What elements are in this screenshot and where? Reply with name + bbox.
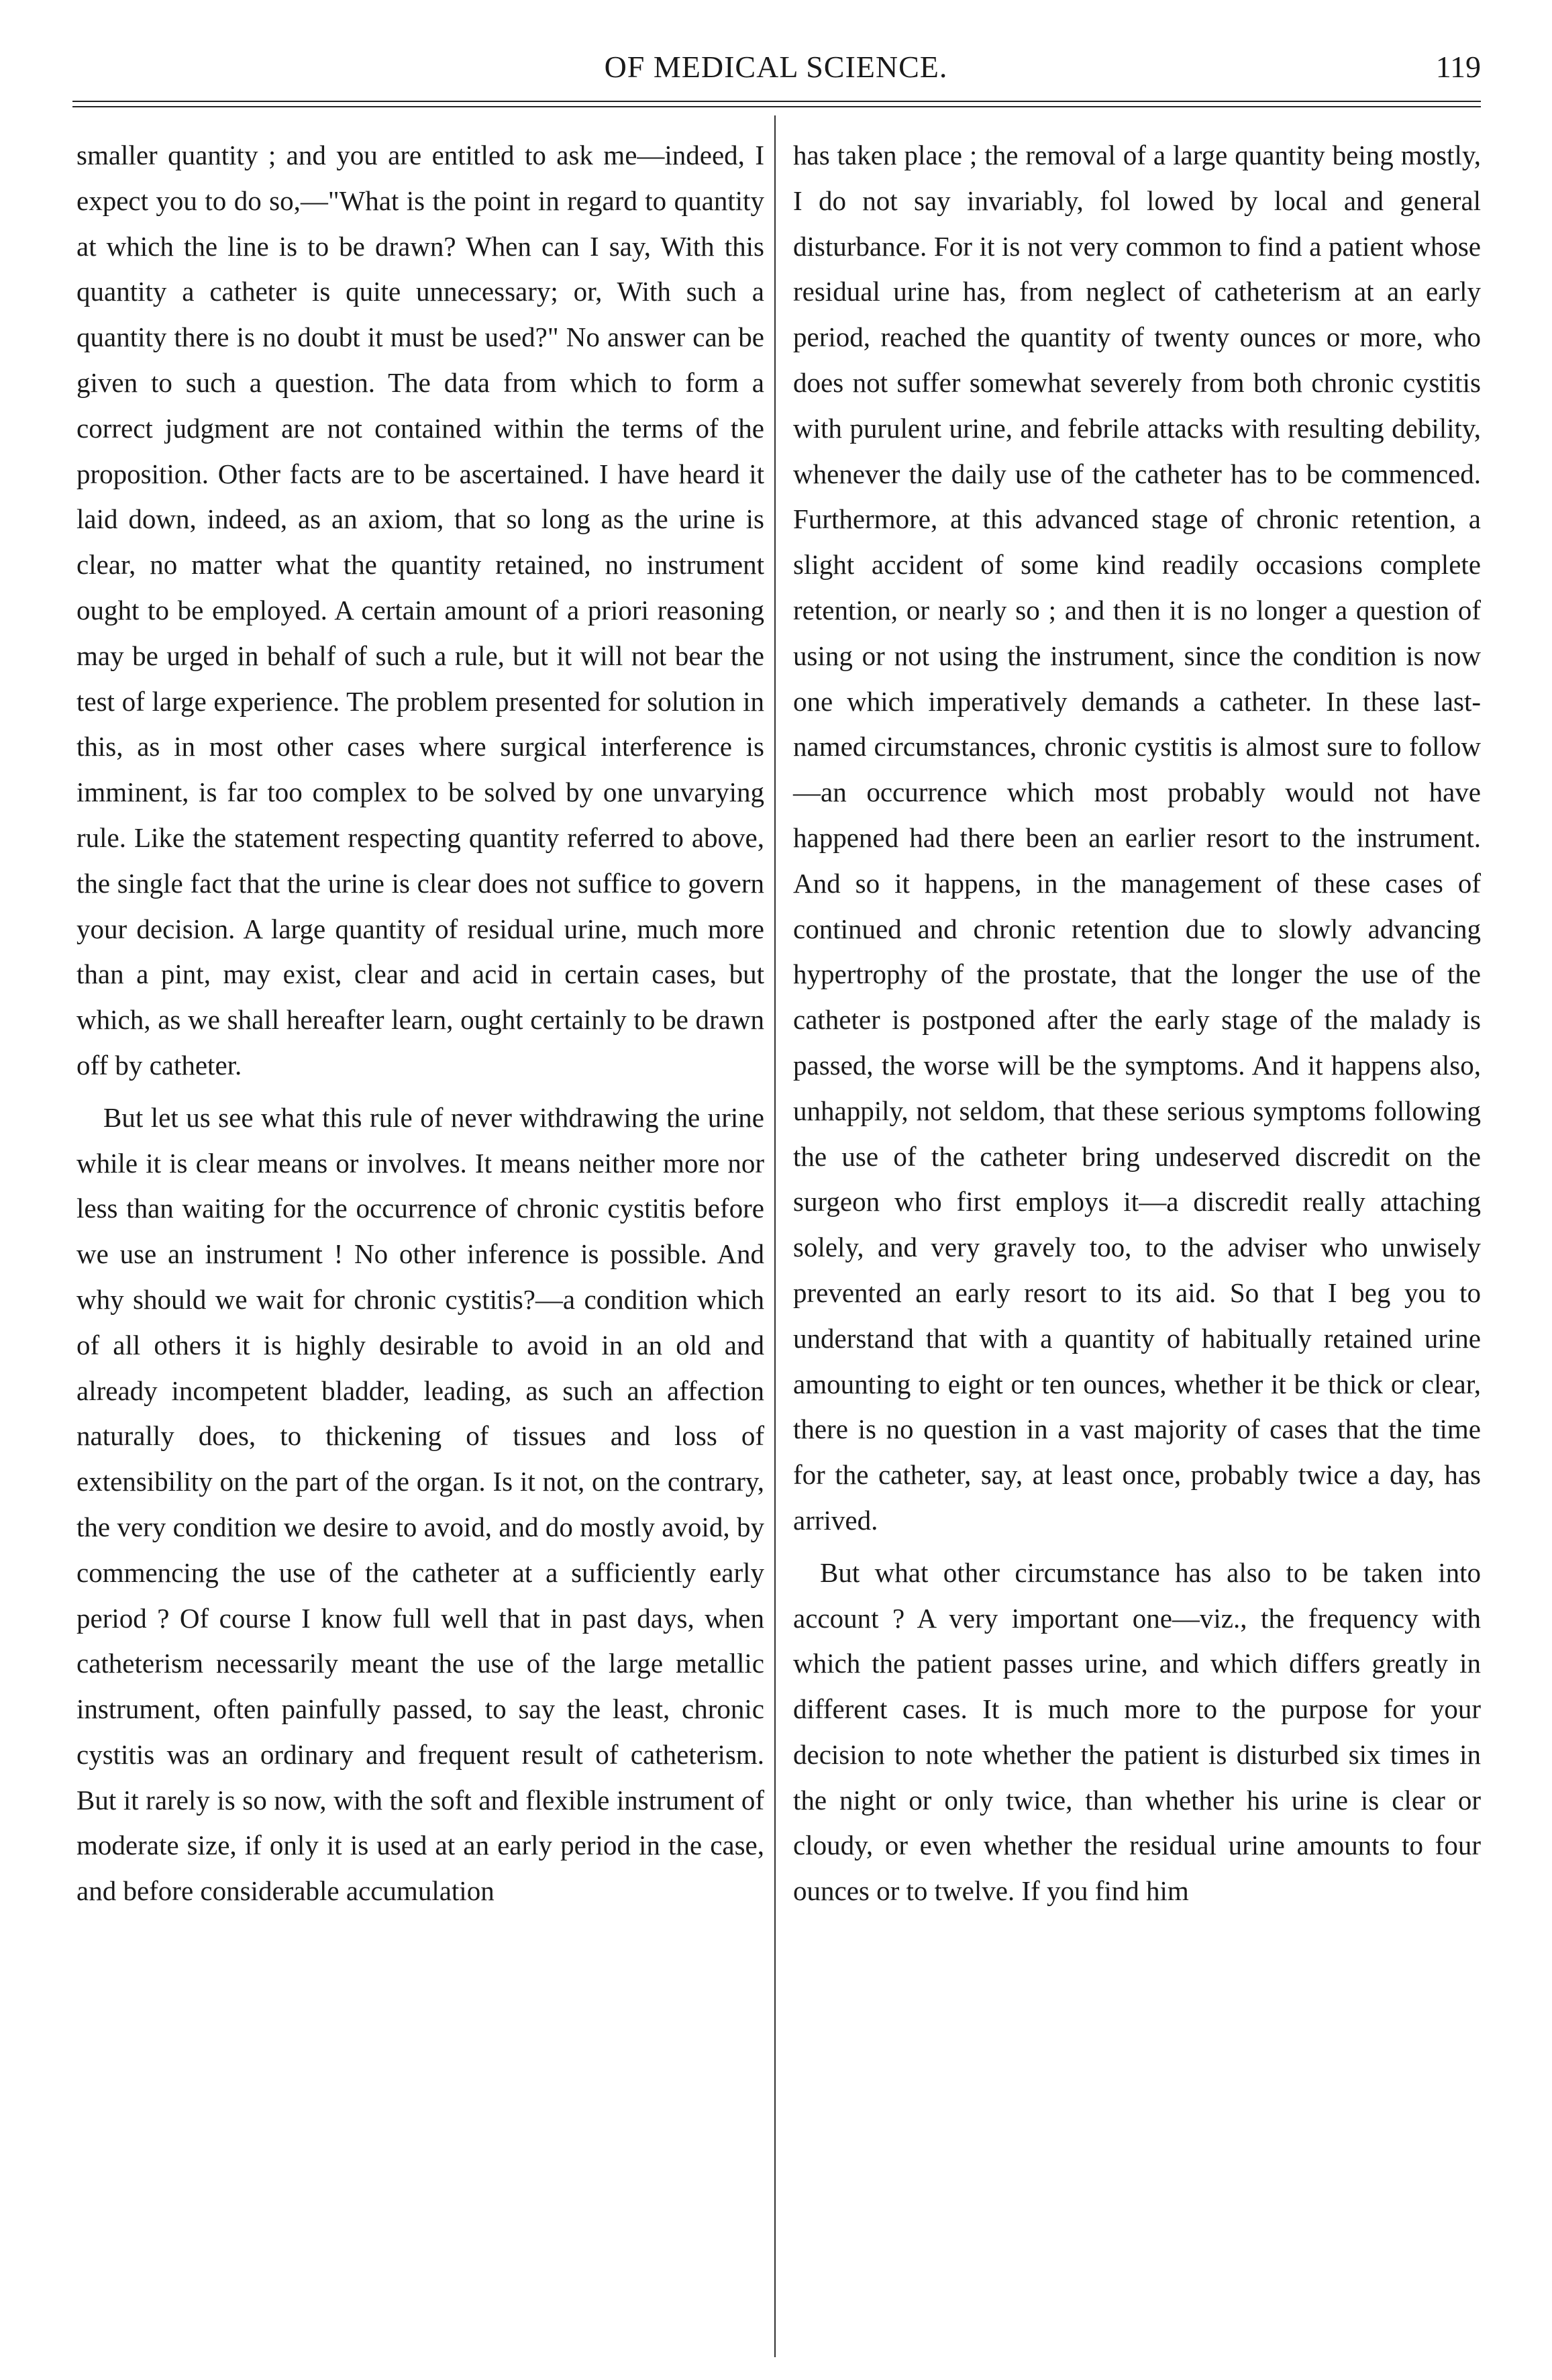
left-paragraph-2: But let us see what this rule of never withdrawing the urine while it is clear means or involves. It means neither more nor less than waiting for the occurrence of chronic cystitis before we use an instrument ! No other inference is possible. And why should we wait for chronic cystitis?—a condition which of all others it is highly desirable to avoid in an old and already incompetent bladder, leading, as such an affection naturally does, to thickening of tissues and loss of extensibility on the part of the organ. Is it not, on the contrary, the very condition we desire to avoid, and do mostly avoid, by commencing the use of the catheter at a sufficiently early period ? Of course I know full well that in past days, when catheterism necessarily meant the use of the large metallic instrument, often painfully passed, to say the least, chronic cystitis was an ordinary and frequent result of catheterism. But it rarely is so now, with the soft and flexible instrument of moderate size, if only it is used at an early period in the case, and before considerable accumulation — [76, 1101, 764, 1907]
column-divider — [774, 115, 776, 2357]
right-column — [793, 133, 1481, 1914]
running-head — [0, 47, 1552, 87]
page-header-title: OF MEDICAL SCIENCE. — [604, 50, 948, 84]
left-paragraph-1: smaller quantity ; and you are entitled to ask me—indeed, I expect you to do so,—"What is the point in regard to quantity at which the line is to be drawn? When can I say, With this quantity a catheter is quite unnecessary; or, With such a quantity there is no doubt it must be used?" No answer can be given to such a question. The data from which to form a correct judgment are not contained within the terms of the proposition. Other facts are to be ascertained. I have heard it laid down, indeed, as an axiom, that so long as the urine is clear, no matter what the quantity retained, no instrument ought to be employed. A certain amount of a priori reasoning may be urged in behalf of such a rule, but it will not bear the test of large experience. The problem presented for solution in this, as in most other cases where surgical interference is imminent, is far too complex to be solved by one unvarying rule. Like the statement respecting quantity referred to above, the single fact that the urine is clear does not suffice to govern your decision. A large quantity of residual urine, much more than a pint, may exist, clear and acid in certain cases, but which, as we shall hereafter learn, ought certainly to be drawn off by catheter. — [76, 140, 764, 1081]
right-paragraph-2: But what other circumstance has also to be taken into account ? A very important one—viz., the frequency with which the patient passes urine, and which differs greatly in different cases. It is much more to the purpose for your decision to note whether the patient is disturbed six times in the night or only twice, than whether his urine is clear or cloudy, or even whether the residual urine amounts to four ounces or to twelve. If you find him — [793, 1556, 1481, 1907]
left-column — [76, 133, 764, 1914]
right-paragraph-1: has taken place ; the removal of a large quantity being mostly, I do not say invariably, fol lowed by local and general disturbance. For it is not very common to find a patient whose residual urine has, from neglect of catheterism at an early period, reached the quantity of twenty ounces or more, who does not suffer somewhat severely from both chronic cystitis with purulent urine, and febrile attacks with resulting debility, whenever the daily use of the catheter has to be commenced. Furthermore, at this advanced stage of chronic retention, a slight accident of some kind readily occasions complete retention, or nearly so ; and then it is no longer a question of using or not using the instrument, since the condition is now one which imperatively demands a catheter. In these last-named circumstances, chronic cystitis is almost sure to follow—an occurrence which most probably would not have happened had there been an earlier resort to the instrument. And so it happens, in the management of these cases of continued and chronic retention due to slowly advancing hypertrophy of the prostate, that the longer the use of the catheter is postponed after the early stage of the malady is passed, the worse will be the symptoms. And it happens also, unhappily, not seldom, that these serious symptoms following the use of the catheter bring undeserved discredit on the surgeon who first employs it—a discredit really attaching solely, and very gravely too, to the adviser who unwisely prevented an early resort to its aid. So that I beg you to understand that with a quantity of habitually retained urine amounting to eight or ten ounces, whether it be thick or clear, there is no question in a vast majority of cases that the time for the catheter, say, at least once, probably twice a day, has arrived. — [793, 140, 1481, 1536]
page-number: 119 — [1435, 50, 1481, 84]
header-double-rule — [72, 101, 1481, 107]
